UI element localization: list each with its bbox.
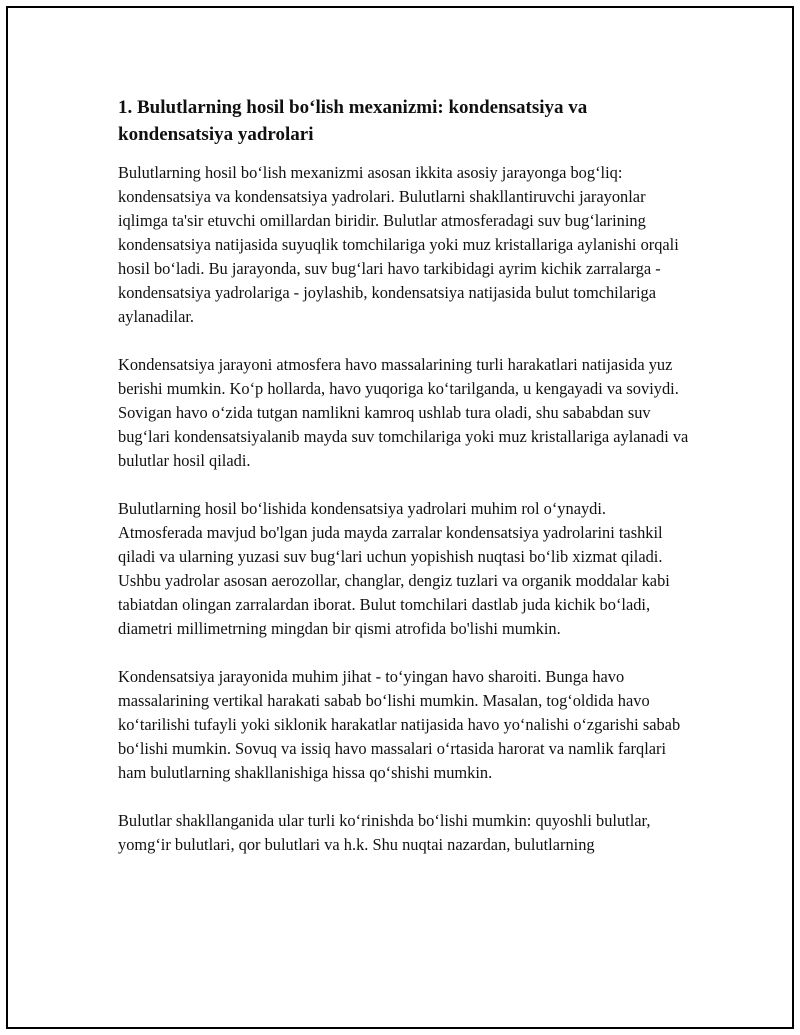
paragraph-1: Bulutlarning hosil bo‘lish mexanizmi asosan ikkita asosiy jarayonga bog‘liq: kondensatsiya va kondensatsiya yadrolari. Bulutlarni shakllantiruvchi jarayonlar iqlimga ta'sir etuvchi omillardan biridir. Bulutlar atmosferadagi suv bug‘larining kondensatsiya natijasida suyuqlik tomchilariga yoki muz kristallariga aylanishi orqali hosil bo‘ladi. Bu jarayonda, suv bug‘lari havo tarkibidagi ayrim kichik zarralarga - kondensatsiya yadrolariga - joylashib, kondensatsiya natijasida bulut tomchilariga aylanadilar. <box>118 163 679 326</box>
document-body <box>118 94 692 881</box>
paragraph-5: Bulutlar shakllanganida ular turli ko‘rinishda bo‘lishi mumkin: quyoshli bulutlar, yomg‘ir bulutlari, qor bulutlari va h.k. Shu nuqtai nazardan, bulutlarning <box>118 811 651 854</box>
section-heading: 1. Bulutlarning hosil bo‘lish mexanizmi: kondensatsiya va kondensatsiya yadrolari <box>118 97 588 145</box>
paragraph-4: Kondensatsiya jarayonida muhim jihat - to‘yingan havo sharoiti. Bunga havo massalarining vertikal harakati sabab bo‘lishi mumkin. Masalan, tog‘oldida havo ko‘tarilishi tufayli yoki siklonik harakatlar natijasida havo yo‘nalishi o‘zgarishi sabab bo‘lishi mumkin. Sovuq va issiq havo massalari o‘rtasida harorat va namlik farqlari ham bulutlarning shakllanishiga hissa qo‘shishi mumkin. <box>118 667 681 782</box>
paragraph-3: Bulutlarning hosil bo‘lishida kondensatsiya yadrolari muhim rol o‘ynaydi. Atmosferada mavjud bo'lgan juda mayda zarralar kondensatsiya yadrolarini tashkil qiladi va ularning yuzasi suv bug‘lari uchun yopishish nuqtasi bo‘lib xizmat qiladi. Ushbu yadrolar asosan aerozollar, changlar, dengiz tuzlari va organik moddalar kabi tabiatdan olingan zarralardan iborat. Bulut tomchilari dastlab juda kichik bo‘ladi, diametri millimetrning mingdan bir qismi atrofida bo'lishi mumkin. <box>118 499 670 638</box>
paragraph-2: Kondensatsiya jarayoni atmosfera havo massalarining turli harakatlari natijasida yuz berishi mumkin. Ko‘p hollarda, havo yuqoriga ko‘tarilganda, u kengayadi va soviydi. Sovigan havo o‘zida tutgan namlikni kamroq ushlab tura oladi, shu sababdan suv bug‘lari kondensatsiyalanib mayda suv tomchilariga yoki muz kristallariga aylanadi va bulutlar hosil qiladi. <box>118 355 689 470</box>
